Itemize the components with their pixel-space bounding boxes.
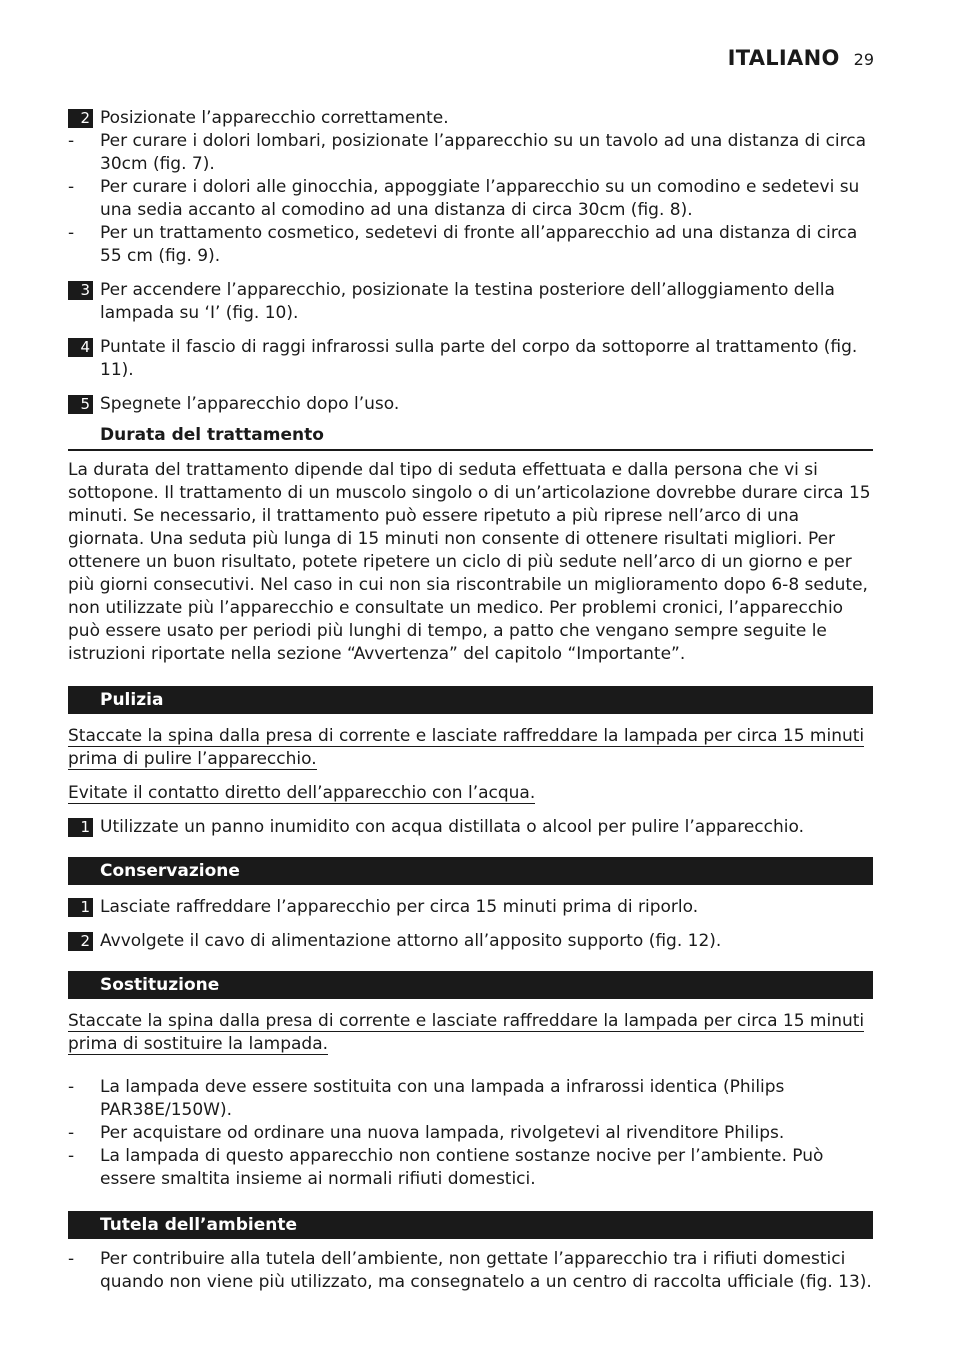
- list-item: [68, 222, 873, 268]
- cleaning-section-title: Pulizia: [68, 686, 873, 714]
- cleaning-step-1: [68, 816, 873, 839]
- language-label: ITALIANO: [727, 46, 840, 70]
- step-number: 2: [68, 109, 93, 128]
- dash-bullet: -: [68, 1249, 75, 1269]
- step-text: Utilizzate un panno inumidito con acqua distillata o alcool per pulire l’apparecchio.: [100, 817, 804, 837]
- step-text: Spegnete l’apparecchio dopo l’uso.: [100, 394, 400, 414]
- page-header: [728, 47, 874, 71]
- step-text: Posizionate l’apparecchio correttamente.: [100, 108, 449, 128]
- list-item: [68, 130, 873, 176]
- dash-bullet: -: [68, 1077, 75, 1097]
- list-item-text: Per acquistare od ordinare una nuova lampada, rivolgetevi al rivenditore Philips.: [100, 1123, 785, 1143]
- duration-heading: Durata del trattamento: [68, 424, 873, 451]
- cleaning-warning-water: [68, 782, 873, 805]
- replacement-warning: [68, 1010, 873, 1056]
- list-item: [68, 1145, 873, 1191]
- step-4-aim: [68, 336, 873, 382]
- storage-section-title: Conservazione: [68, 857, 873, 885]
- step-number: 3: [68, 281, 93, 300]
- warning-text: Staccate la spina dalla presa di corrente e lasciate raffreddare la lampada per circa 15 minuti prima di pulire l’apparecchio.: [68, 726, 865, 769]
- list-item-text: Per curare i dolori alle ginocchia, appoggiate l’apparecchio su un comodino e sedetevi su una sedia accanto al comodino ad una distanza di circa 30cm (fig. 8).: [100, 177, 860, 220]
- list-item-text: Per contribuire alla tutela dell’ambiente, non gettate l’apparecchio tra i rifiuti domestici quando non viene più utilizzato, ma consegnatelo a un centro di raccolta ufficiale (fig. 13).: [100, 1249, 872, 1292]
- storage-step-2: [68, 930, 873, 953]
- dash-bullet: -: [68, 223, 75, 243]
- page-number: 29: [853, 50, 874, 69]
- step-number: 1: [68, 818, 93, 837]
- step-5-switch-off: [68, 393, 873, 416]
- dash-bullet: -: [68, 177, 75, 197]
- list-item-text: La lampada di questo apparecchio non contiene sostanze nocive per l’ambiente. Può essere smaltita insieme ai normali rifiuti domestici.: [100, 1146, 824, 1189]
- step-2-position: [68, 107, 873, 130]
- step-number: 5: [68, 395, 93, 414]
- list-item: [68, 1076, 873, 1122]
- step-text: Avvolgete il cavo di alimentazione attorno all’apposito supporto (fig. 12).: [100, 931, 722, 951]
- list-item-text: Per curare i dolori lombari, posizionate l’apparecchio su un tavolo ad una distanza di circa 30cm (fig. 7).: [100, 131, 867, 174]
- storage-step-1: [68, 896, 873, 919]
- duration-paragraph: La durata del trattamento dipende dal tipo di seduta effettuata e dalla persona che vi si sottopone. Il trattamento di un muscolo singolo o di un’articolazione dovrebbe durare circa 15 minuti. Se necessario, il trattamento può essere ripetuto a più riprese nell’arco di una giornata. Una seduta più lunga di 15 minuti non consente di ottenere risultati migliori. Per ottenere un buon risultato, potete ripetere un ciclo di più sedute nell’arco di un giorno e per più giorni consecutivi. Nel caso in cui non sia riscontrabile un miglioramento dopo 6-8 sedute, non utilizzate più l’apparecchio e consultate un medico. Per problemi cronici, l’apparecchio può essere usato per periodi più lunghi di tempo, a patto che vengano sempre seguite le istruzioni riportate nella sezione “Avvertenza” del capitolo “Importante”.: [68, 460, 871, 664]
- page-content: [68, 107, 873, 1314]
- list-item-text: La lampada deve essere sostituita con una lampada a infrarossi identica (Philips PAR38E/150W).: [100, 1077, 785, 1120]
- step-3-switch-on: [68, 279, 873, 325]
- environment-list: [68, 1248, 873, 1294]
- replacement-section-title: Sostituzione: [68, 971, 873, 999]
- list-item: [68, 1122, 873, 1145]
- cleaning-warning-unplug: [68, 725, 873, 771]
- dash-bullet: -: [68, 131, 75, 151]
- step-number: 4: [68, 338, 93, 357]
- warning-text: Staccate la spina dalla presa di corrente e lasciate raffreddare la lampada per circa 15 minuti prima di sostituire la lampada.: [68, 1011, 865, 1054]
- step-text: Lasciate raffreddare l’apparecchio per circa 15 minuti prima di riporlo.: [100, 897, 699, 917]
- replacement-list: [68, 1076, 873, 1191]
- position-options-list: [68, 130, 873, 268]
- warning-text: Evitate il contatto diretto dell’apparecchio con l’acqua.: [68, 783, 536, 803]
- list-item: [68, 176, 873, 222]
- list-item-text: Per un trattamento cosmetico, sedetevi di fronte all’apparecchio ad una distanza di circa 55 cm (fig. 9).: [100, 223, 858, 266]
- step-number: 2: [68, 932, 93, 951]
- dash-bullet: -: [68, 1146, 75, 1166]
- environment-section-title: Tutela dell’ambiente: [68, 1211, 873, 1239]
- step-text: Puntate il fascio di raggi infrarossi sulla parte del corpo da sottoporre al trattamento (fig. 11).: [100, 337, 858, 380]
- dash-bullet: -: [68, 1123, 75, 1143]
- step-number: 1: [68, 898, 93, 917]
- list-item: [68, 1248, 873, 1294]
- step-text: Per accendere l’apparecchio, posizionate la testina posteriore dell’alloggiamento della lampada su ‘I’ (fig. 10).: [100, 280, 835, 323]
